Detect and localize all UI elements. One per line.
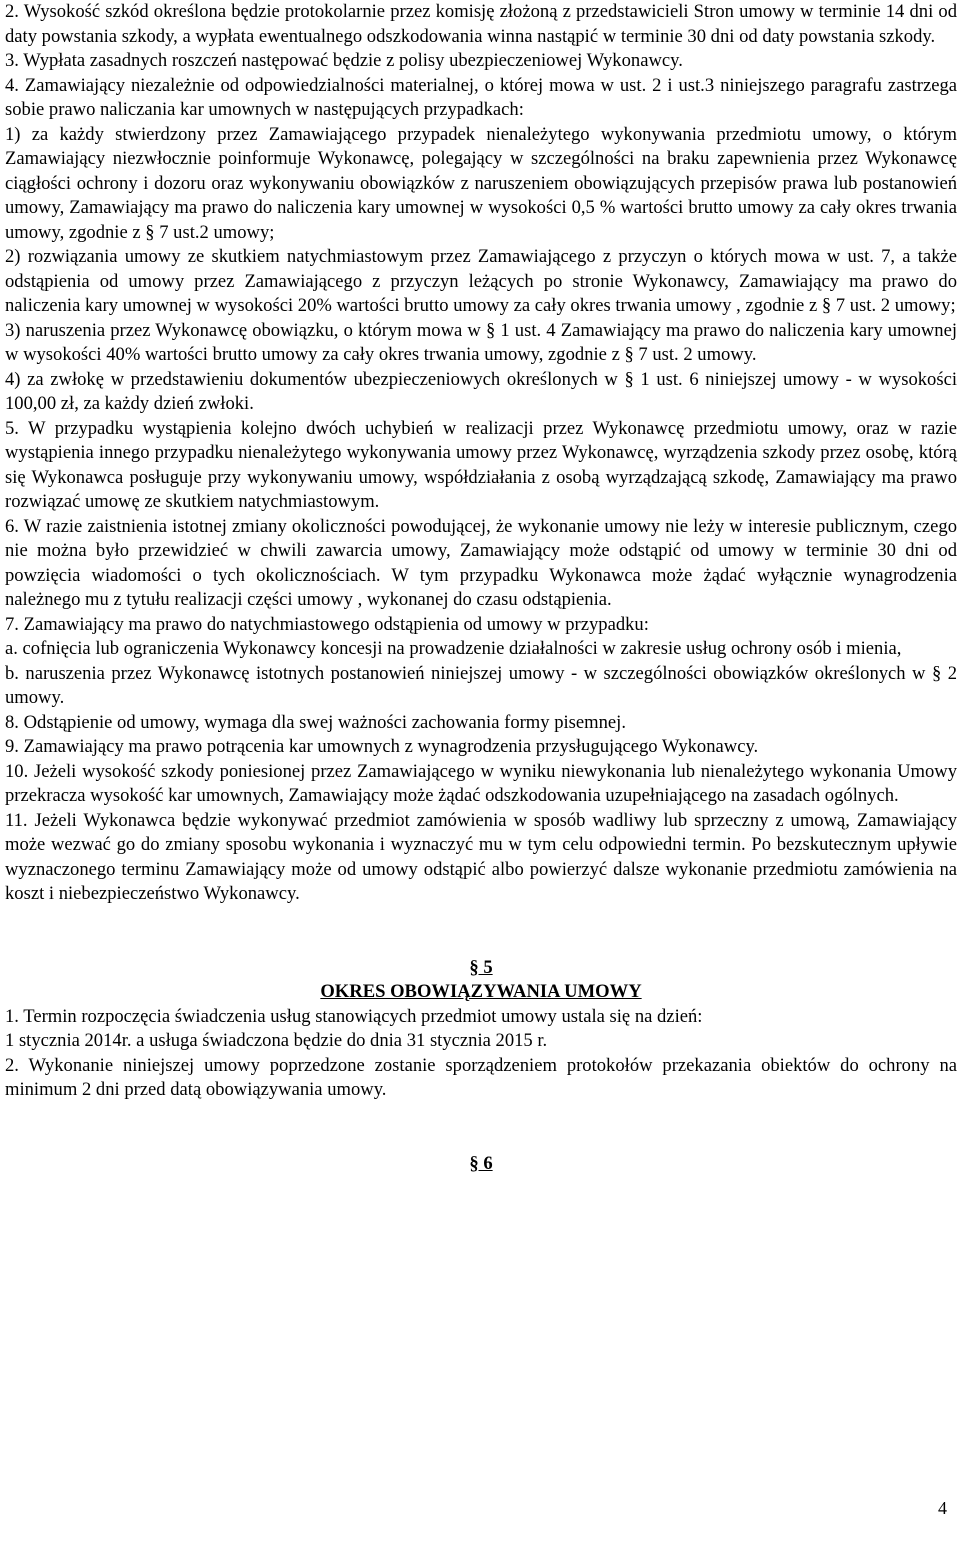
penalty-item-3: 3) naruszenia przez Wykonawcę obowiązku, o którym mowa w § 1 ust. 4 Zamawiający ma prawo do naliczenia kary umownej w wysokości 40% wartości brutto umowy za cały okres trwania umowy, zgodnie z § 7 ust. 2 umowy. [5, 319, 957, 365]
penalty-item-4: 4) za zwłokę w przedstawieniu dokumentów ubezpieczeniowych określonych w § 1 ust. 6 niniejszej umowy - w wysokości 100,00 zł, za każdy dzień zwłoki. [5, 368, 957, 414]
section-5-heading: § 5 [469, 956, 493, 978]
withdrawal-item-b: b. naruszenia przez Wykonawcę istotnych postanowień niniejszej umowy - w szczególności obowiązków określonych w § 2 umowy. [5, 662, 957, 708]
penalty-item-2: 2) rozwiązania umowy ze skutkiem natychmiastowym przez Zamawiającego z przyczyn o których mowa w ust. 7, a także odstąpienia od umowy przez Zamawiającego z przyczyn leżących po stronie Wykonawcy, Zamawiający ma prawo do naliczenia kary umownej w wysokości 20% wartości brutto umowy za cały okres trwania umowy , zgodnie z § 7 ust. 2 umowy; [5, 246, 957, 316]
section-5-paragraph-1: 1. Termin rozpoczęcia świadczenia usług stanowiących przedmiot umowy ustala się na dzień: [5, 1005, 703, 1027]
paragraph-5-termination: 5. W przypadku wystąpienia kolejno dwóch uchybień w realizacji przez Wykonawcę przedmiotu umowy, oraz w razie wystąpienia innego przypadku nienależytego wykonywania umowy przez Wykonawcę, wyrządzenia szkody przez osobę, którą się Wykonawca posługuje przy wykonywaniu umowy, współdziałania z osobą wyrządzającą szkodę, Zamawiający ma prawo rozwiązać umowę ze skutkiem natychmiastowym. [5, 417, 957, 512]
section-5-paragraph-2: 2. Wykonanie niniejszej umowy poprzedzone zostanie sporządzeniem protokołów przekazania obiektów do ochrony na minimum 2 dni przed datą obowiązywania umowy. [5, 1054, 957, 1100]
paragraph-4-contractual-penalties: 4. Zamawiający niezależnie od odpowiedzialności materialnej, o której mowa w ust. 2 i ust.3 niniejszego paragrafu zastrzega sobie prawo naliczania kar umownych w następujących przypadkach: [5, 74, 957, 120]
section-5-title: OKRES OBOWIĄZYWANIA UMOWY [320, 981, 642, 1002]
paragraph-3-claims-payment: 3. Wypłata zasadnych roszczeń następować będzie z polisy ubezpieczeniowej Wykonawcy. [5, 50, 683, 71]
page-number: 4 [938, 1498, 947, 1518]
paragraph-9-offset: 9. Zamawiający ma prawo potrącenia kar umownych z wynagrodzenia przysługującego Wykonawcy. [5, 736, 759, 757]
paragraph-8-written-form: 8. Odstąpienie od umowy, wymaga dla swej ważności zachowania formy pisemnej. [5, 711, 626, 733]
spacer [5, 907, 957, 956]
document-page [5, 0, 957, 1176]
penalty-item-1: 1) za każdy stwierdzony przez Zamawiającego przypadek nienależytego wykonywania przedmiotu umowy, o którym Zamawiający niezwłocznie poinformuje Wykonawcę, polegający w szczególności na braku zapewnienia przez Wykonawcę ciągłości ochrony i dozoru oraz wykonywaniu obowiązków z naruszeniem obowiązujących przepisów prawa lub postanowień umowy, Zamawiający ma prawo do naliczenia kary umownej w wysokości 0,5 % wartości brutto umowy za cały okres trwania umowy, zgodnie z § 7 ust.2 umowy; [5, 123, 957, 243]
withdrawal-item-a: a. cofnięcia lub ograniczenia Wykonawcy koncesji na prowadzenie działalności w zakresie usług ochrony osób i mienia, [5, 638, 902, 659]
paragraph-7-immediate-withdrawal: 7. Zamawiający ma prawo do natychmiastowego odstąpienia od umowy w przypadku: [5, 613, 649, 635]
section-5-paragraph-1-dates: 1 stycznia 2014r. a usługa świadczona będzie do dnia 31 stycznia 2015 r. [5, 1030, 548, 1051]
paragraph-11-defective-performance: 11. Jeżeli Wykonawca będzie wykonywać przedmiot zamówienia w sposób wadliwy lub sprzeczny z umową, Zamawiający może wezwać go do zmiany sposobu wykonania i wyznaczyć mu w tym celu odpowiedni termin. Po bezskutecznym upływie wyznaczonego terminu Zamawiający może od umowy odstąpić albo powierzyć dalsze wykonanie przedmiotu zamówienia na koszt i niebezpieczeństwo Wykonawcy. [5, 809, 957, 904]
spacer [5, 1103, 957, 1152]
paragraph-10-supplementary-damages: 10. Jeżeli wysokość szkody poniesionej przez Zamawiającego w wyniku niewykonania lub nienależytego wykonania Umowy przekracza wysokość kar umownych, Zamawiający może żądać odszkodowania uzupełniającego na zasadach ogólnych. [5, 760, 957, 806]
paragraph-6-withdrawal: 6. W razie zaistnienia istotnej zmiany okoliczności powodującej, że wykonanie umowy nie leży w interesie publicznym, czego nie można było przewidzieć w chwili zawarcia umowy, Zamawiający może odstąpić od umowy w terminie 30 dni od powzięcia wiadomości o tych okolicznościach. W tym przypadku Wykonawca może żądać wyłącznie wynagrodzenia należnego mu z tytułu realizacji części umowy , wykonanej do czasu odstąpienia. [5, 515, 957, 610]
section-6-heading: § 6 [469, 1152, 493, 1174]
paragraph-2-damage-assessment: 2. Wysokość szkód określona będzie protokolarnie przez komisję złożoną z przedstawicieli Stron umowy w terminie 14 dni od daty powstania szkody, a wypłata ewentualnego odszkodowania winna nastąpić w terminie 30 dni od daty powstania szkody. [5, 1, 957, 47]
